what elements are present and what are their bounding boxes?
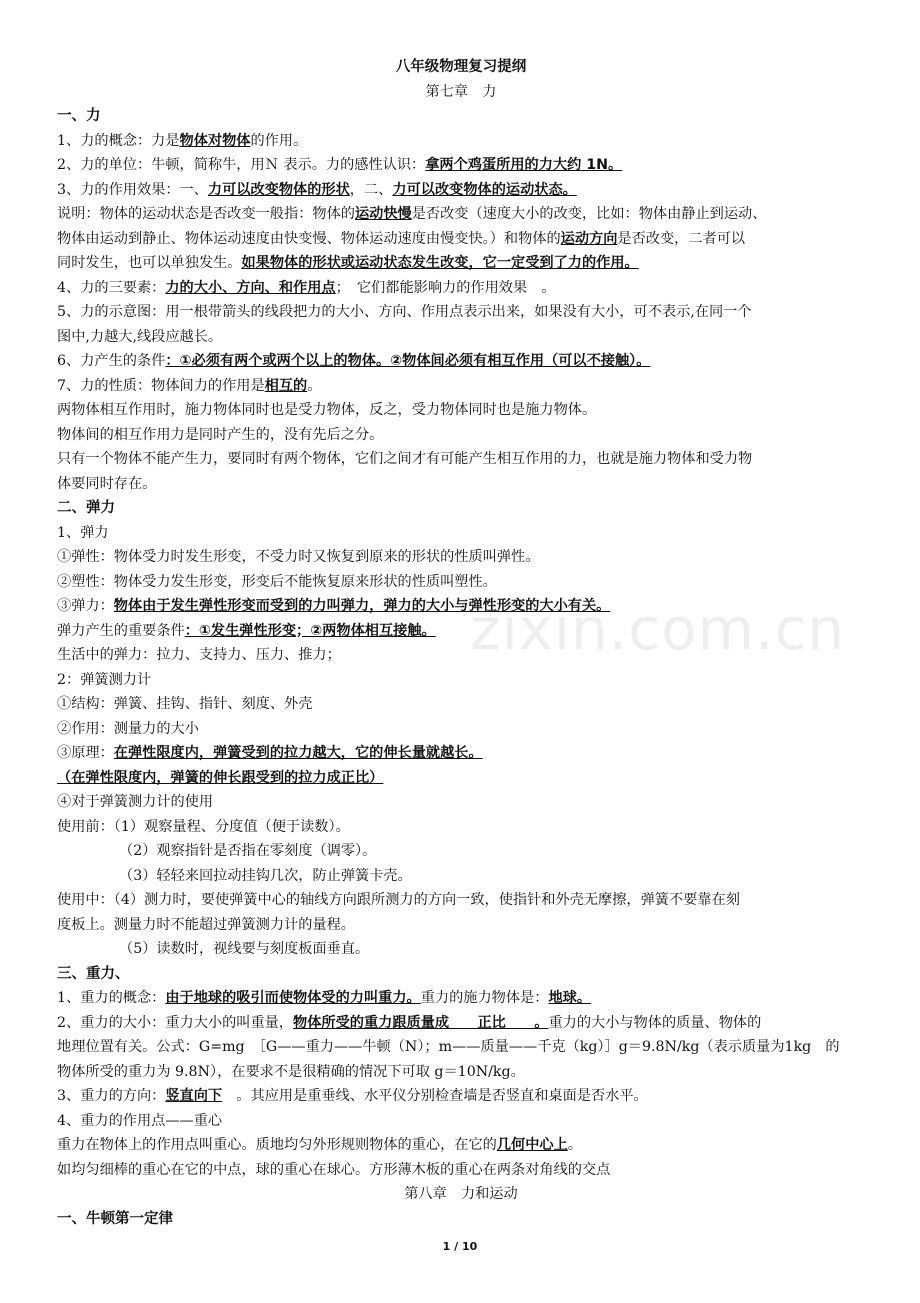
document-body bbox=[57, 55, 865, 1231]
paragraph: 物体间的相互作用力是同时产生的，没有先后之分。 bbox=[57, 426, 384, 443]
paragraph: 6、力产生的条件：①必须有两个或两个以上的物体。②物体间必须有相互作用（可以不接触）。 bbox=[57, 353, 651, 369]
chapter-7-heading: 第七章 力 bbox=[425, 83, 497, 100]
paragraph: 物体所受的重力为 9.8N），在要求不是很精确的情况下可取 g＝10N/kg。 bbox=[57, 1063, 525, 1080]
paragraph: 4、力的三要素：力的大小、方向、和作用点； 它们都能影响力的作用效果 。 bbox=[57, 279, 556, 296]
paragraph: 图中,力越大,线段应越长。 bbox=[57, 328, 223, 345]
paragraph: ①结构：弹簧、挂钩、指针、刻度、外壳 bbox=[57, 696, 313, 712]
document-title: 八年级物理复习提纲 bbox=[395, 59, 527, 75]
paragraph: 2、重力的大小：重力大小的叫重量，物体所受的重力跟质量成 正比 。重力的大小与物体的质量、物体的 bbox=[57, 1014, 762, 1031]
paragraph: 1、力的概念：力是物体对物体的作用。 bbox=[57, 132, 308, 149]
paragraph: ②作用：测量力的大小 bbox=[57, 720, 199, 737]
paragraph: 同时发生，也可以单独发生。如果物体的形状或运动状态发生改变，它一定受到了力的作用。 bbox=[57, 255, 639, 271]
paragraph: 两物体相互作用时，施力物体同时也是受力物体，反之，受力物体同时也是施力物体。 bbox=[57, 402, 597, 418]
paragraph: （5）读数时，视线要与刻度板面垂直。 bbox=[119, 941, 370, 957]
section-force-heading: 一、力 bbox=[57, 108, 101, 124]
paragraph: 只有一个物体不能产生力，要同时有两个物体，它们之间才有可能产生相互作用的力，也就是施力物体和受力物 bbox=[57, 451, 753, 467]
paragraph: （在弹性限度内，弹簧的伸长跟受到的拉力成正比） bbox=[57, 769, 384, 786]
paragraph: 7、力的性质：物体间力的作用是相互的。 bbox=[57, 377, 322, 394]
section-gravity-heading: 三、重力、 bbox=[57, 965, 130, 982]
section-elastic-heading: 二、弹力 bbox=[57, 500, 115, 516]
paragraph: 如均匀细棒的重心在它的中点，球的重心在球心。方形薄木板的重心在两条对角线的交点 bbox=[57, 1161, 611, 1178]
paragraph: 2：弹簧测力计 bbox=[57, 671, 152, 688]
paragraph: （3）轻轻来回拉动挂钩几次，防止弹簧卡壳。 bbox=[119, 867, 412, 884]
paragraph: 2、力的单位：牛顿，简称牛，用Ｎ 表示。力的感性认识：拿两个鸡蛋所用的力大约 1N。 bbox=[57, 157, 623, 173]
paragraph: 说明：物体的运动状态是否改变一般指：物体的运动快慢是否改变（速度大小的改变，比如：物体由静止到运动、 bbox=[57, 206, 767, 222]
paragraph: 3、力的作用效果：一、力可以改变物体的形状，二、力可以改变物体的运动状态。 bbox=[57, 181, 577, 198]
paragraph: 使用中：（4）测力时，要使弹簧中心的轴线方向跟所测力的方向一致，使指针和外壳无摩擦，弹簧不要靠在刻 bbox=[57, 892, 740, 908]
paragraph: ②塑性：物体受力发生形变，形变后不能恢复原来形状的性质叫塑性。 bbox=[57, 573, 497, 590]
paragraph: 1、重力的概念：由于地球的吸引而使物体受的力叫重力。重力的施力物体是：地球。 bbox=[57, 990, 592, 1006]
paragraph: 3、重力的方向：竖直向下 。其应用是重垂线、水平仪分别检查墙是否竖直和桌面是否水平。 bbox=[57, 1088, 648, 1104]
paragraph: ①弹性：物体受力时发生形变，不受力时又恢复到原来的形状的性质叫弹性。 bbox=[57, 549, 540, 565]
paragraph: 4、重力的作用点——重心 bbox=[57, 1112, 223, 1129]
paragraph: 5、力的示意图：用一根带箭头的线段把力的大小、方向、作用点表示出来，如果没有大小，可不表示,在同一个 bbox=[57, 304, 752, 320]
page-number: 1 / 10 bbox=[442, 1240, 478, 1253]
paragraph: 弹力产生的重要条件：①发生弹性形变；②两物体相互接触。 bbox=[57, 622, 436, 639]
paragraph: 地理位置有关。公式：G=mg ［G——重力——牛顿（N）；m——质量——千克（kg）］g＝9.8N/kg（表示质量为1kg 的 bbox=[57, 1039, 840, 1055]
chapter-8-heading: 第八章 力和运动 bbox=[404, 1186, 518, 1202]
paragraph: ④对于弹簧测力计的使用 bbox=[57, 794, 214, 810]
paragraph: ③原理：在弹性限度内，弹簧受到的拉力越大，它的伸长量就越长。 bbox=[57, 745, 483, 761]
paragraph: 使用前：（1）观察量程、分度值（便于读数）。 bbox=[57, 818, 350, 835]
section-newton-heading: 一、牛顿第一定律 bbox=[57, 1210, 173, 1227]
paragraph: （2）观察指针是否指在零刻度（调零）。 bbox=[119, 843, 377, 859]
paragraph: 重力在物体上的作用点叫重心。质地均匀外形规则物体的重心，在它的几何中心上。 bbox=[57, 1137, 582, 1153]
paragraph: 体要同时存在。 bbox=[57, 475, 157, 492]
paragraph: ③弹力：物体由于发生弹性形变而受到的力叫弹力，弹力的大小与弹性形变的大小有关。 bbox=[57, 598, 611, 614]
paragraph: 度板上。测量力时不能超过弹簧测力计的量程。 bbox=[57, 916, 355, 933]
paragraph: 生活中的弹力：拉力、支持力、压力、推力； bbox=[57, 647, 341, 663]
watermark: zixin.com.cn bbox=[470, 595, 846, 663]
paragraph: 物体由运动到静止、物体运动速度由快变慢、物体运动速度由慢变快。）和物体的运动方向是否改变，二者可以 bbox=[57, 230, 746, 247]
paragraph: 1、弹力 bbox=[57, 524, 109, 541]
